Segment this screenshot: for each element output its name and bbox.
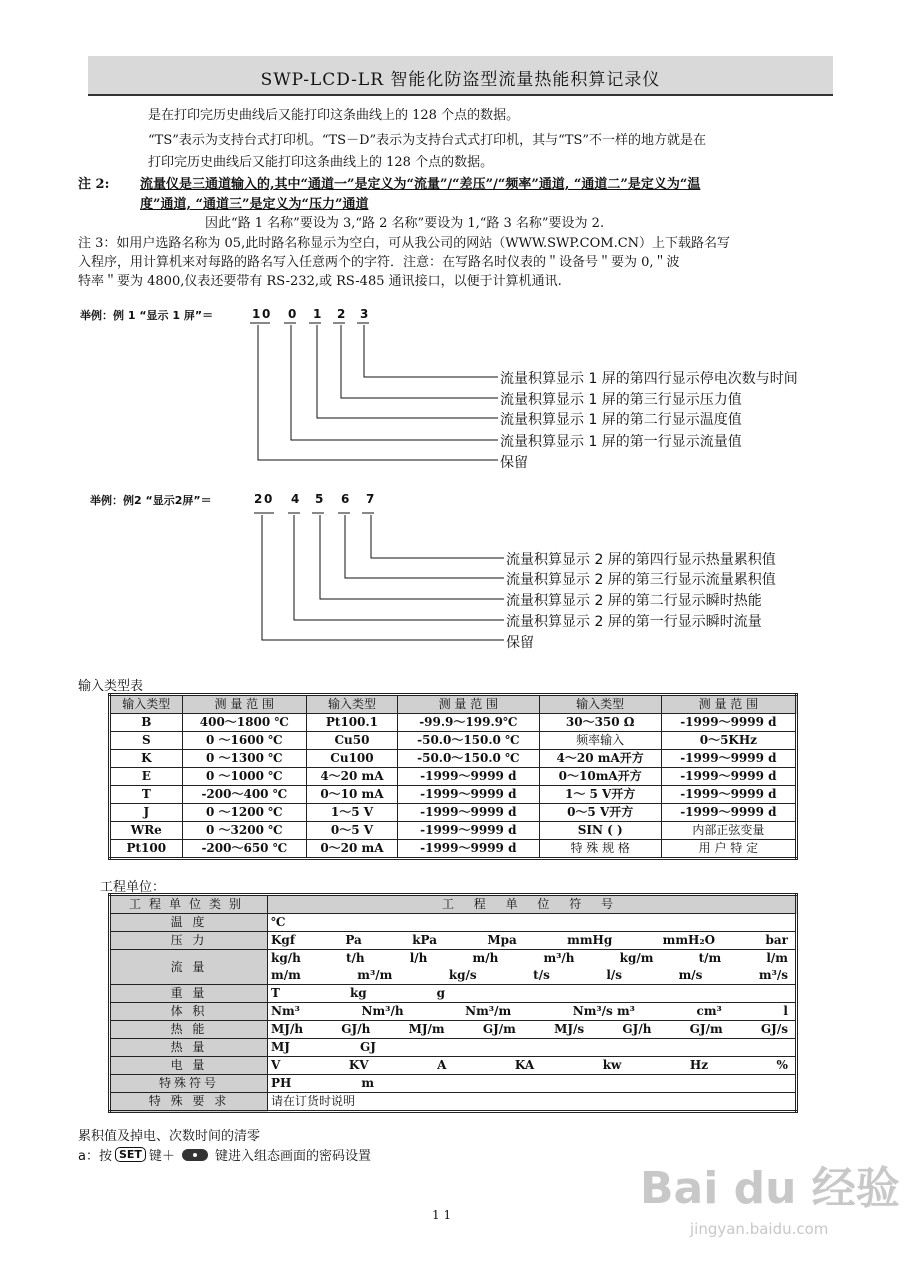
table-row — [110, 750, 797, 768]
unit-symbol: g — [436, 986, 446, 1000]
unit-symbols — [268, 1075, 797, 1093]
unit-symbol: GJ/h — [622, 1022, 652, 1036]
table-cell: 1～5 V — [306, 804, 397, 822]
note3-line-3: 特率＂要为 4800,仪表还要带有 RS-232,或 RS-485 通讯接口，以便于计算机通讯. — [78, 274, 562, 289]
unit-category: 特殊符号 — [110, 1075, 268, 1093]
table-cell: 0～5KHz — [661, 732, 796, 750]
unit-symbol: T — [271, 986, 280, 1000]
example2-digit: 7 — [366, 492, 375, 506]
footer-line-1: 累积值及掉电、次数时间的清零 — [78, 1129, 261, 1144]
unit-symbol: kw — [602, 1058, 622, 1072]
unit-symbol: A — [437, 1058, 447, 1072]
unit-symbol: MJ — [271, 1040, 290, 1054]
table-cell: 0 ～1200 ℃ — [182, 804, 306, 822]
intro-line-1: 是在打印完历史曲线后又能打印这条曲线上的 128 个点的数据。 — [148, 108, 520, 123]
table-cell: -200～650 ℃ — [182, 840, 306, 859]
table-cell: 4～20 mA — [306, 768, 397, 786]
table-header-cell: 输入类型 — [110, 695, 183, 714]
table-cell: -50.0～150.0 ℃ — [397, 732, 539, 750]
unit-symbol: l/s — [606, 968, 623, 982]
table-cell: -1999～9999 d — [397, 840, 539, 859]
table-row — [110, 786, 797, 804]
unit-symbol: MJ/s — [554, 1022, 585, 1036]
example2-line: 流量积算显示 2 屏的第一行显示瞬时流量 — [506, 614, 762, 630]
header-title: SWP-LCD-LR 智能化防盗型流量热能积算记录仪 — [260, 70, 661, 90]
unit-symbol: kg/m — [619, 951, 654, 965]
footer-line-2 — [78, 1145, 371, 1164]
example1-line: 流量积算显示 1 屏的第二行显示温度值 — [500, 412, 742, 428]
unit-symbol: Kgf — [271, 933, 295, 947]
unit-symbol: m/s — [678, 968, 703, 982]
unit-symbol: % — [776, 1058, 788, 1072]
table-cell: 4～20 mA开方 — [539, 750, 661, 768]
example1-digit: 0 — [288, 307, 297, 321]
table-cell: 0～10mA开方 — [539, 768, 661, 786]
unit-symbol: KV — [348, 1058, 369, 1072]
table-header-cell: 测 量 范 围 — [661, 695, 796, 714]
table-cell: -1999～9999 d — [397, 822, 539, 840]
example2-digit: 0 — [264, 492, 273, 506]
unit-symbol: Mpa — [487, 933, 517, 947]
table-header-cell: 测 量 范 围 — [182, 695, 306, 714]
unit-symbol: 请在订货时说明 — [271, 1094, 356, 1108]
table-cell: 0 ～3200 ℃ — [182, 822, 306, 840]
unit-category: 温 度 — [110, 914, 268, 932]
unit-symbol: kg/h — [271, 951, 301, 965]
example1-line: 流量积算显示 1 屏的第四行显示停电次数与时间 — [500, 371, 798, 387]
table-cell: 频率输入 — [539, 732, 661, 750]
table-cell: 30～350 Ω — [539, 714, 661, 732]
table-cell: 用 户 特 定 — [661, 840, 796, 859]
baidu-watermark-logo: Bai du 经验 — [640, 1163, 900, 1214]
table-cell: -1999～9999 d — [661, 714, 796, 732]
table-cell: 0 ～1600 ℃ — [182, 732, 306, 750]
table-cell: S — [110, 732, 183, 750]
table-row — [110, 1075, 797, 1093]
unit-symbol: V — [271, 1058, 281, 1072]
note2-line-1: 流量仪是三通道输入的,其中“通道一”是定义为“流量”/“差压”/“频率”通道, “通道二”是定义为“温 — [140, 177, 701, 192]
table-cell: -1999～9999 d — [661, 804, 796, 822]
unit-symbol: MJ/m — [408, 1022, 445, 1036]
example2-line: 流量积算显示 2 屏的第三行显示流量累积值 — [506, 572, 776, 588]
unit-category: 热 能 — [110, 1021, 268, 1039]
unit-symbol: GJ — [359, 1040, 376, 1054]
unit-symbols — [268, 1057, 797, 1075]
unit-symbol: Nm³/m — [465, 1004, 512, 1018]
table-cell: -1999～9999 d — [397, 786, 539, 804]
table-row — [110, 1003, 797, 1021]
table-cell: SIN ( ) — [539, 822, 661, 840]
unit-symbols — [268, 1021, 797, 1039]
dot-key-icon — [182, 1149, 208, 1161]
table-cell: 0～20 mA — [306, 840, 397, 859]
example1-label: 举例：例 1 “显示 1 屏”＝ — [80, 309, 214, 322]
unit-symbols — [268, 932, 797, 950]
table-cell: Cu100 — [306, 750, 397, 768]
unit-symbols — [268, 1039, 797, 1057]
input-table-title: 输入类型表 — [78, 679, 144, 694]
table-row — [110, 950, 797, 985]
unit-symbol: Pa — [345, 933, 362, 947]
table-row — [110, 1093, 797, 1112]
example2-label: 举例：例2 “显示2屏”＝ — [90, 494, 212, 507]
unit-symbol: l/m — [766, 951, 788, 965]
unit-symbols — [268, 1003, 797, 1021]
unit-symbol: t/m — [698, 951, 722, 965]
unit-symbol: Nm³ — [271, 1004, 300, 1018]
unit-symbol: m³/s — [758, 968, 788, 982]
table-cell: 0～10 mA — [306, 786, 397, 804]
table-header-cell: 输入类型 — [539, 695, 661, 714]
unit-symbol: Hz — [689, 1058, 709, 1072]
table-cell: 1～ 5 V开方 — [539, 786, 661, 804]
table-row — [110, 932, 797, 950]
table-cell: K — [110, 750, 183, 768]
unit-category: 特 殊 要 求 — [110, 1093, 268, 1112]
unit-symbol: mmH₂O — [662, 933, 716, 947]
unit-category: 电 量 — [110, 1057, 268, 1075]
unit-symbol: m/m — [271, 968, 301, 982]
table-row — [110, 732, 797, 750]
table-row — [110, 1021, 797, 1039]
footer-prefix: a：按 — [78, 1149, 112, 1164]
example2-line: 流量积算显示 2 屏的第四行显示热量累积值 — [506, 552, 776, 568]
unit-symbol: GJ/h — [341, 1022, 371, 1036]
note3-line-2: 入程序，用计算机来对每路的路名写入任意两个的字符．注意：在写路名时仪表的＂设备号＂要为 0,＂波 — [78, 255, 680, 270]
unit-category: 热 量 — [110, 1039, 268, 1057]
unit-category: 流 量 — [110, 950, 268, 985]
unit-symbol: m³/m — [357, 968, 393, 982]
table-cell: -200～400 ℃ — [182, 786, 306, 804]
example2-line: 流量积算显示 2 屏的第二行显示瞬时热能 — [506, 593, 762, 609]
unit-symbol: l/h — [409, 951, 428, 965]
example2-digit: 2 — [254, 492, 263, 506]
intro-line-2: “TS”表示为支持台式打印机。“TS－D”表示为支持台式式打印机，其与“TS”不一样的地方就是在 — [148, 133, 707, 148]
table-cell: 内部正弦变量 — [661, 822, 796, 840]
table-cell: 400～1800 ℃ — [182, 714, 306, 732]
baidu-watermark-url: jingyan.baidu.com — [690, 1220, 829, 1238]
example1-digit: 3 — [360, 307, 369, 321]
table-cell: -99.9～199.9℃ — [397, 714, 539, 732]
example1-digit: 2 — [337, 307, 346, 321]
table-header-cell: 工程单位类别 — [110, 895, 268, 914]
example2-digit: 4 — [291, 492, 300, 506]
unit-symbol: t/s — [533, 968, 550, 982]
table-row — [110, 1039, 797, 1057]
example1-digit: 1 — [252, 307, 261, 321]
unit-symbol: m/h — [472, 951, 499, 965]
page-number: 1 1 — [432, 1208, 452, 1222]
footer-suffix: 键进入组态画面的密码设置 — [214, 1149, 371, 1164]
example2-line: 保留 — [506, 635, 534, 651]
unit-symbols — [268, 985, 797, 1003]
example1-line: 流量积算显示 1 屏的第三行显示压力值 — [500, 392, 742, 408]
table-cell: WRe — [110, 822, 183, 840]
table-cell: 0～5 V — [306, 822, 397, 840]
unit-symbol: KA — [514, 1058, 535, 1072]
unit-symbol: kPa — [412, 933, 437, 947]
unit-category: 重 量 — [110, 985, 268, 1003]
unit-category: 压 力 — [110, 932, 268, 950]
table-row — [110, 714, 797, 732]
table-cell: -1999～9999 d — [661, 750, 796, 768]
unit-symbols — [268, 1093, 797, 1112]
unit-symbol: MJ/h — [271, 1022, 304, 1036]
example1-digit: 1 — [313, 307, 322, 321]
set-key-icon: SET — [115, 1147, 146, 1162]
unit-symbol: PH — [271, 1076, 292, 1090]
table-cell: E — [110, 768, 183, 786]
note2-line-3: 因此“路 1 名称”要设为 3,“路 2 名称”要设为 1,“路 3 名称”要设为 2. — [205, 216, 605, 231]
table-header-cell: 工 程 单 位 符 号 — [268, 895, 797, 914]
table-cell: B — [110, 714, 183, 732]
unit-table-title: 工程单位： — [100, 880, 166, 895]
table-cell: Pt100 — [110, 840, 183, 859]
table-cell: 特 殊 规 格 — [539, 840, 661, 859]
unit-symbol: kg — [349, 986, 367, 1000]
table-cell: -1999～9999 d — [661, 768, 796, 786]
table-header-cell: 输入类型 — [306, 695, 397, 714]
table-cell: -50.0～150.0 ℃ — [397, 750, 539, 768]
table-cell: J — [110, 804, 183, 822]
table-row — [110, 985, 797, 1003]
table-header-cell: 测 量 范 围 — [397, 695, 539, 714]
example1-line: 流量积算显示 1 屏的第一行显示流量值 — [500, 434, 742, 450]
table-row — [110, 804, 797, 822]
input-type-table — [108, 693, 798, 860]
unit-category: 体 积 — [110, 1003, 268, 1021]
example1-digit: 0 — [262, 307, 271, 321]
unit-symbol: GJ/s — [760, 1022, 788, 1036]
unit-symbol: t/h — [345, 951, 365, 965]
example2-digit: 5 — [315, 492, 324, 506]
note2-line-2: 度”通道, “通道三”是定义为“压力”通道 — [140, 197, 369, 212]
unit-symbol: m — [361, 1076, 375, 1090]
unit-symbol: bar — [765, 933, 788, 947]
intro-line-3: 打印完历史曲线后又能打印这条曲线上的 128 个点的数据。 — [148, 155, 494, 170]
unit-symbol: m³/h — [543, 951, 575, 965]
table-row — [110, 768, 797, 786]
table-cell: -1999～9999 d — [397, 804, 539, 822]
unit-symbol: l — [783, 1004, 788, 1018]
table-cell: Pt100.1 — [306, 714, 397, 732]
table-cell: -1999～9999 d — [397, 768, 539, 786]
unit-symbol: GJ/m — [689, 1022, 723, 1036]
engineering-unit-table — [108, 893, 798, 1113]
note2-label: 注 2: — [78, 177, 110, 192]
example1-line: 保留 — [500, 455, 528, 471]
unit-symbol: Nm³/s m³ — [572, 1004, 635, 1018]
unit-symbol: ℃ — [271, 915, 286, 929]
table-row — [110, 840, 797, 859]
table-cell: 0 ～1300 ℃ — [182, 750, 306, 768]
unit-symbol: kg/s — [448, 968, 477, 982]
note3-line-1: 注 3：如用户选路名称为 05,此时路名称显示为空白，可从我公司的网站（WWW.SWP.COM.CN）上下载路名写 — [78, 236, 731, 251]
table-cell: T — [110, 786, 183, 804]
table-cell: 0 ～1000 ℃ — [182, 768, 306, 786]
table-row — [110, 914, 797, 932]
unit-symbols — [268, 914, 797, 932]
table-row — [110, 822, 797, 840]
unit-symbol: Nm³/h — [361, 1004, 404, 1018]
unit-symbol: GJ/m — [482, 1022, 516, 1036]
table-cell: -1999～9999 d — [661, 786, 796, 804]
table-row — [110, 1057, 797, 1075]
table-cell: Cu50 — [306, 732, 397, 750]
unit-symbols — [268, 950, 797, 985]
example2-digit: 6 — [341, 492, 350, 506]
table-cell: 0～5 V开方 — [539, 804, 661, 822]
footer-middle: 键＋ — [148, 1149, 175, 1164]
unit-symbol: mmHg — [567, 933, 613, 947]
unit-symbol: cm³ — [696, 1004, 722, 1018]
